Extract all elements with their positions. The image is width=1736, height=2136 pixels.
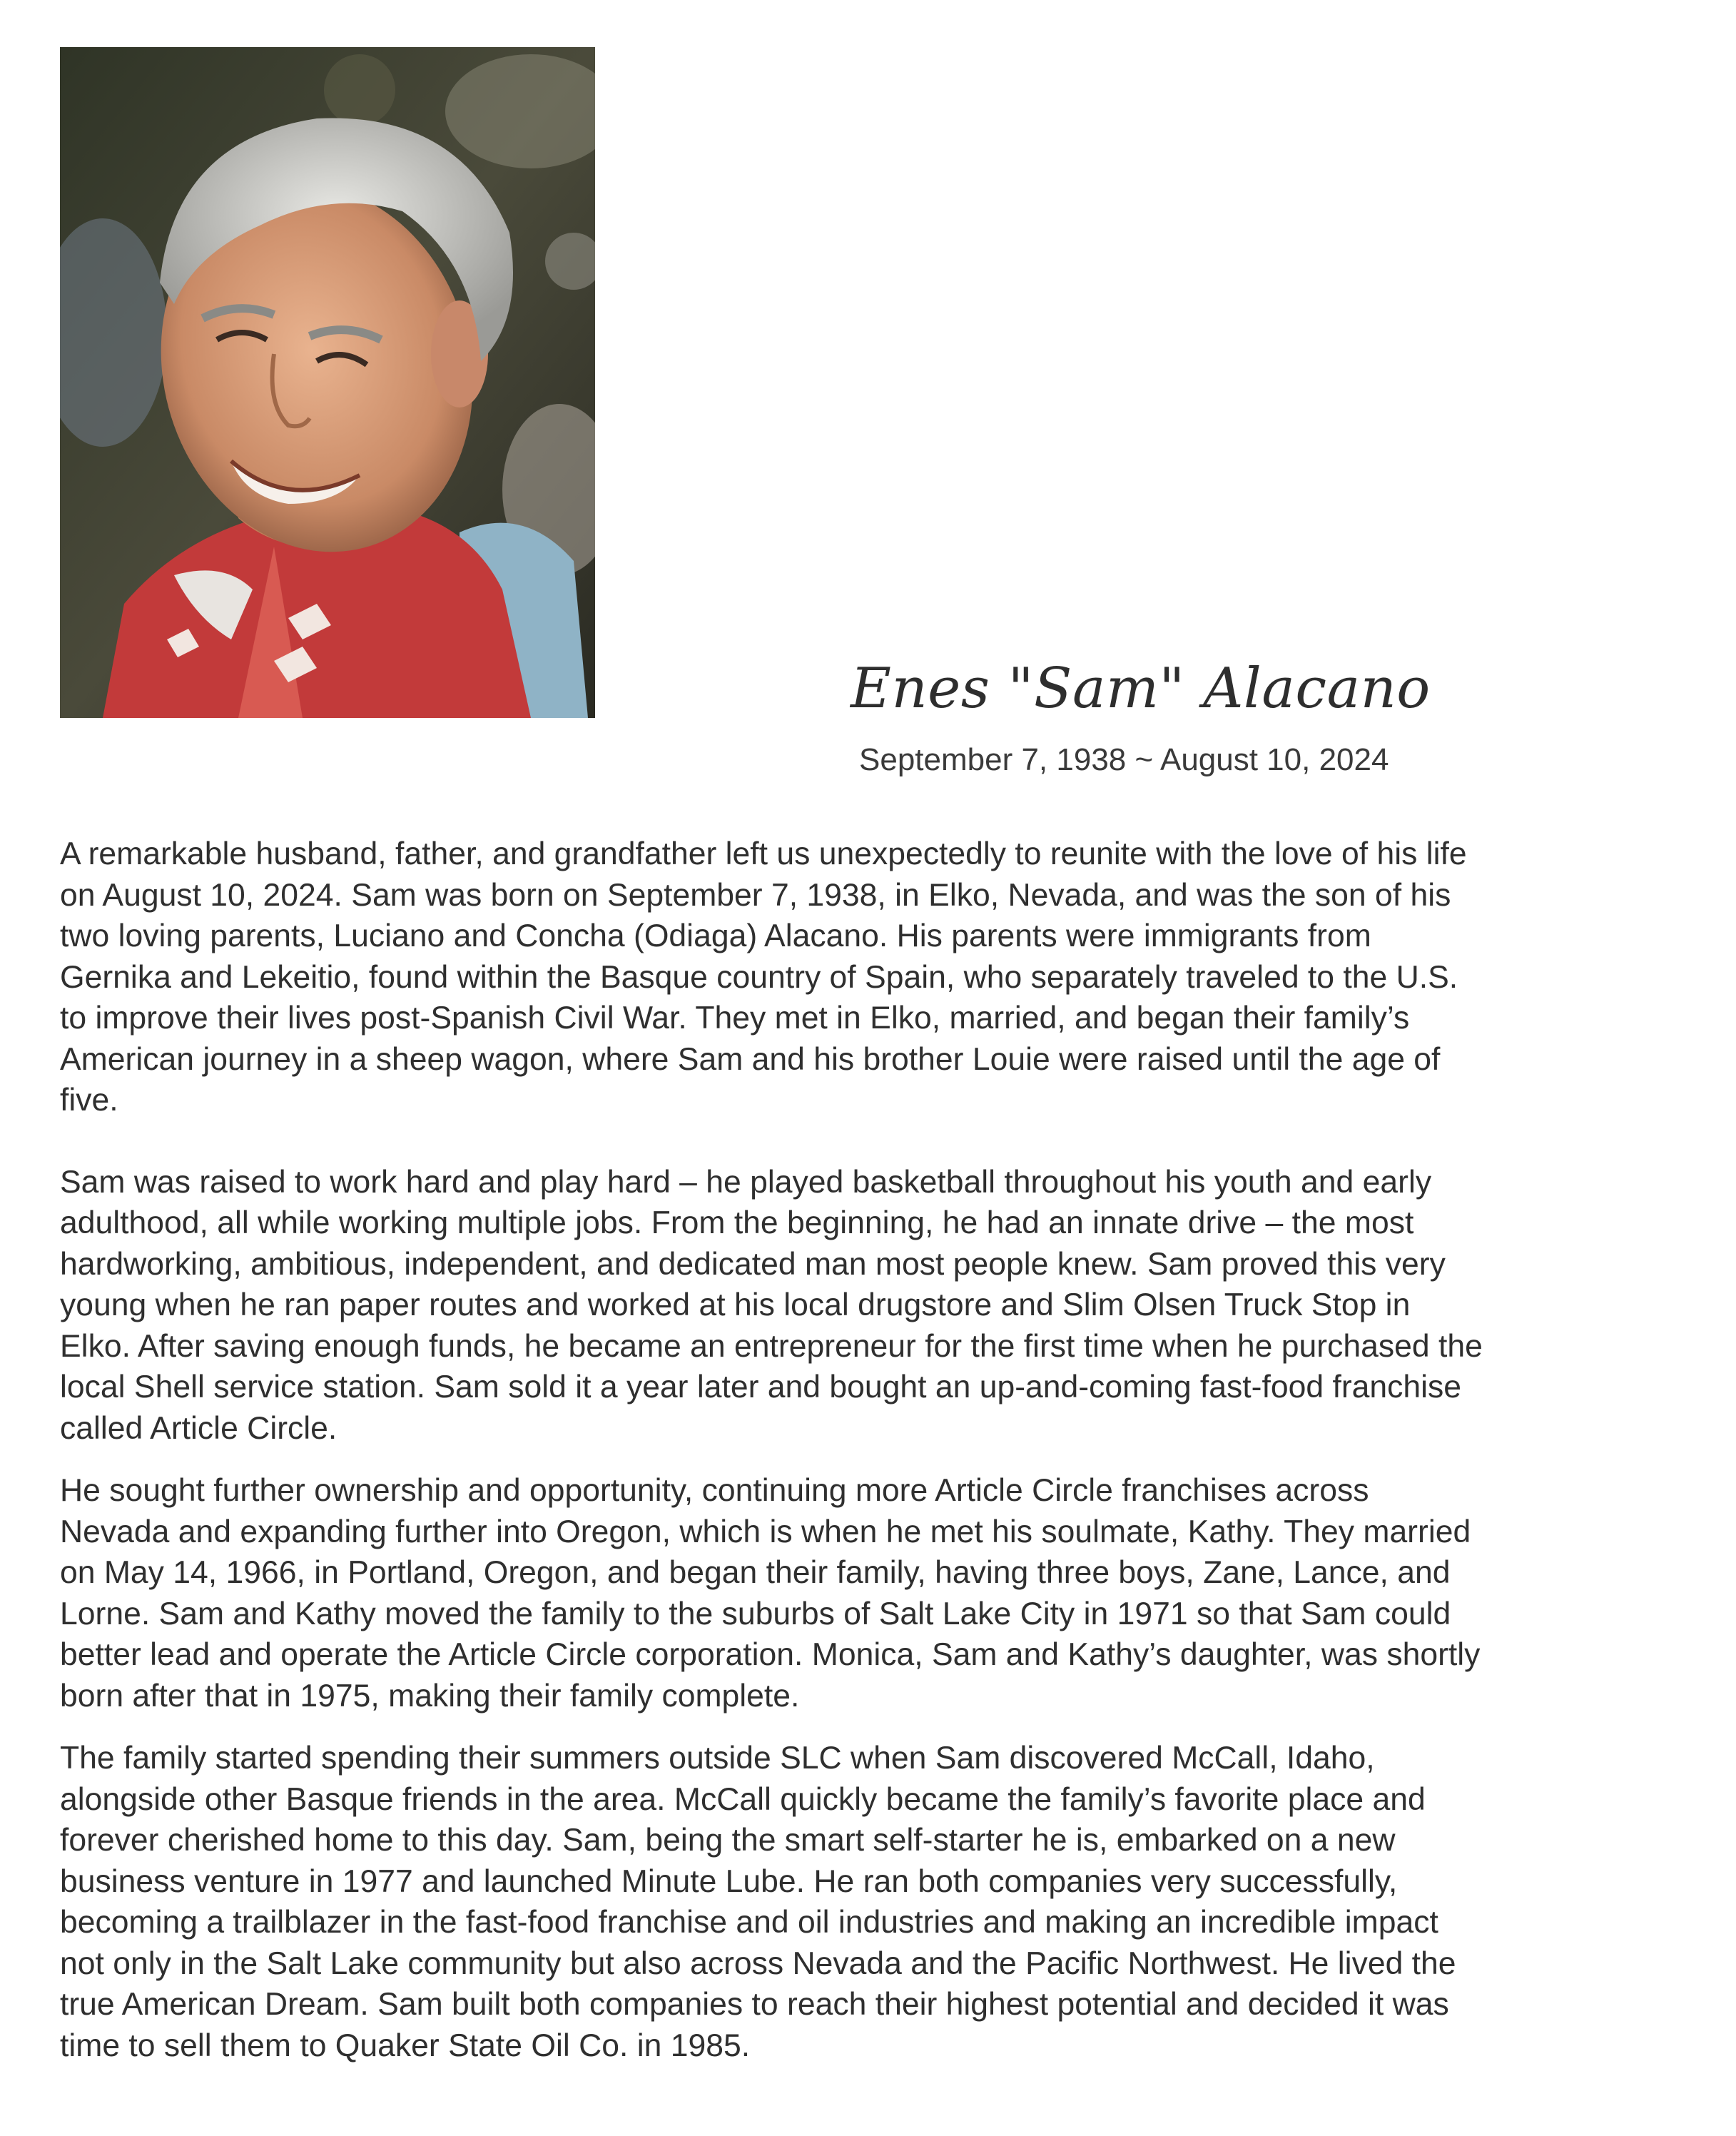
life-dates: September 7, 1938 ~ August 10, 2024: [859, 742, 1389, 777]
obituary-paragraph: He sought further ownership and opportunity, continuing more Article Circle franchises across Nevada and expanding further into Oregon, which is when he met his soulmate, Kathy. They married on May 14, 1966, in Portland, Oregon, and began their family, having three boys, Zane, Lance, and Lorne. Sam and Kathy moved the family to the suburbs of Salt Lake City in 1971 so that Sam could better lead and operate the Article Circle corporation. Monica, Sam and Kathy’s daughter, was shortly born after that in 1975, making their family complete.: [60, 1473, 1481, 1714]
portrait-photo: [60, 47, 595, 718]
obituary-paragraph: A remarkable husband, father, and grandfather left us unexpectedly to reunite with the love of his life on August 10, 2024. Sam was born on September 7, 1938, in Elko, Nevada, and was the son of his two loving parents, Luciano and Concha (Odiaga) Alacano. His parents were immigrants from Gernika and Lekeitio, found within the Basque country of Spain, who separately traveled to the U.S. to improve their lives post-Spanish Civil War. They met in Elko, married, and began their family’s American journey in a sheep wagon, where Sam and his brother Louie were raised until the age of five.: [60, 836, 1467, 1118]
obituary-body: [60, 834, 1694, 2066]
deceased-name: Enes "Sam" Alacano: [851, 657, 1431, 721]
portrait-image: [60, 47, 595, 718]
obituary-paragraph: The family started spending their summers outside SLC when Sam discovered McCall, Idaho, alongside other Basque friends in the area. McCall quickly became the family’s favorite place and forever cherished home to this day. Sam, being the smart self-starter he is, embarked on a new business venture in 1977 and launched Minute Lube. He ran both companies very successfully, becoming a trailblazer in the fast-food franchise and oil industries and making an incredible impact not only in the Salt Lake community but also across Nevada and the Pacific Northwest. He lived the true American Dream. Sam built both companies to reach their highest potential and decided it was time to sell them to Quaker State Oil Co. in 1985.: [60, 1741, 1456, 2063]
obituary-paragraph: Sam was raised to work hard and play hard – he played basketball throughout his youth and early adulthood, all while working multiple jobs. From the beginning, he had an innate drive – the most hardworking, ambitious, independent, and dedicated man most people knew. Sam proved this very young when he ran paper routes and worked at his local drugstore and Slim Olsen Truck Stop in Elko. After saving enough funds, he became an entrepreneur for the first time when he purchased the local Shell service station. Sam sold it a year later and bought an up-and-coming fast-food franchise called Article Circle.: [60, 1164, 1483, 1446]
